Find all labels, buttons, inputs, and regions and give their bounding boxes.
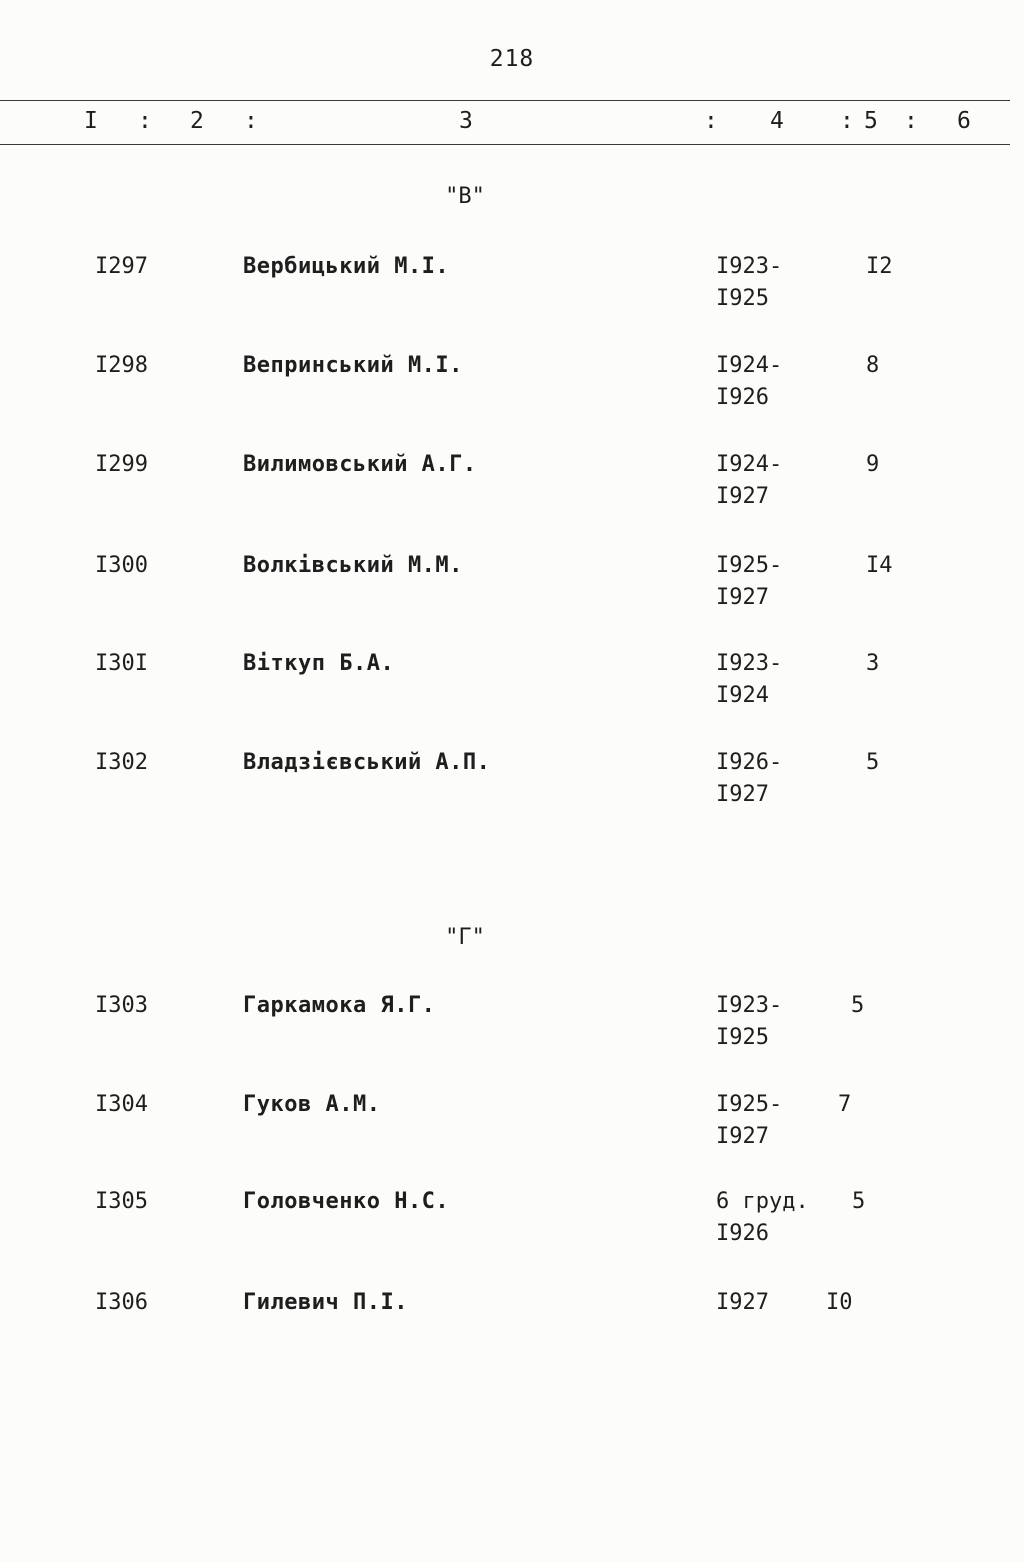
person-name: Гуков А.М.: [243, 1092, 381, 1117]
table-row: [0, 1290, 1010, 1360]
header-col-3: 3: [459, 108, 473, 134]
record-number: I306: [95, 1290, 148, 1315]
header-separator: :: [138, 108, 152, 134]
header-separator: :: [904, 108, 918, 134]
record-number: I30I: [95, 651, 148, 676]
person-name: Вепринський М.І.: [243, 353, 463, 378]
record-number: I305: [95, 1189, 148, 1214]
sheet-count: I2: [866, 254, 893, 279]
date-end: I926: [716, 1221, 769, 1246]
sheet-count: 9: [866, 452, 880, 477]
date-start: 6 груд.: [716, 1189, 809, 1214]
record-number: I298: [95, 353, 148, 378]
header-col-5: 5: [864, 108, 878, 134]
table-row: [0, 651, 1010, 721]
page-number: 218: [489, 46, 535, 72]
record-number: I299: [95, 452, 148, 477]
sheet-count: 3: [866, 651, 880, 676]
record-number: I297: [95, 254, 148, 279]
table-row: [0, 1092, 1010, 1162]
sheet-count: 7: [838, 1092, 852, 1117]
person-name: Владзієвський А.П.: [243, 750, 491, 775]
sheet-count: 5: [866, 750, 880, 775]
person-name: Вербицький М.І.: [243, 254, 450, 279]
header-rule-top: [0, 100, 1010, 101]
date-end: I927: [716, 782, 769, 807]
sheet-count: 5: [852, 1189, 866, 1214]
person-name: Волківський М.М.: [243, 553, 463, 578]
sheet-count: 5: [851, 993, 865, 1018]
table-row: [0, 1189, 1010, 1259]
date-start: I924-: [716, 353, 783, 378]
date-end: I925: [716, 286, 769, 311]
section-letter: "В": [445, 184, 485, 209]
date-start: I924-: [716, 452, 783, 477]
date-start: I923-: [716, 254, 783, 279]
record-number: I304: [95, 1092, 148, 1117]
sheet-count: I4: [866, 553, 893, 578]
person-name: Головченко Н.С.: [243, 1189, 450, 1214]
header-separator: :: [840, 108, 854, 134]
table-row: [0, 993, 1010, 1063]
record-number: I303: [95, 993, 148, 1018]
table-row: [0, 750, 1010, 820]
date-end: I927: [716, 1124, 769, 1149]
table-row: [0, 254, 1010, 324]
header-col-6: 6: [957, 108, 971, 134]
header-separator: :: [704, 108, 718, 134]
person-name: Гаркамока Я.Г.: [243, 993, 436, 1018]
header-col-2: 2: [190, 108, 204, 134]
person-name: Віткуп Б.А.: [243, 651, 395, 676]
section-letter: "Г": [445, 925, 485, 950]
date-end: I925: [716, 1025, 769, 1050]
table-row: [0, 553, 1010, 623]
date-end: I927: [716, 585, 769, 610]
date-start: I923-: [716, 651, 783, 676]
person-name: Вилимовський А.Г.: [243, 452, 477, 477]
date-start: I927: [716, 1290, 769, 1315]
sheet-count: I0: [826, 1290, 853, 1315]
header-col-1: I: [84, 108, 98, 134]
header-separator: :: [244, 108, 258, 134]
date-start: I925-: [716, 553, 783, 578]
table-row: [0, 452, 1010, 522]
header-rule-bottom: [0, 144, 1010, 145]
date-end: I924: [716, 683, 769, 708]
date-end: I926: [716, 385, 769, 410]
record-number: I300: [95, 553, 148, 578]
date-start: I925-: [716, 1092, 783, 1117]
record-number: I302: [95, 750, 148, 775]
table-row: [0, 353, 1010, 423]
sheet-count: 8: [866, 353, 880, 378]
date-end: I927: [716, 484, 769, 509]
header-col-4: 4: [770, 108, 784, 134]
date-start: I923-: [716, 993, 783, 1018]
date-start: I926-: [716, 750, 783, 775]
person-name: Гилевич П.І.: [243, 1290, 408, 1315]
